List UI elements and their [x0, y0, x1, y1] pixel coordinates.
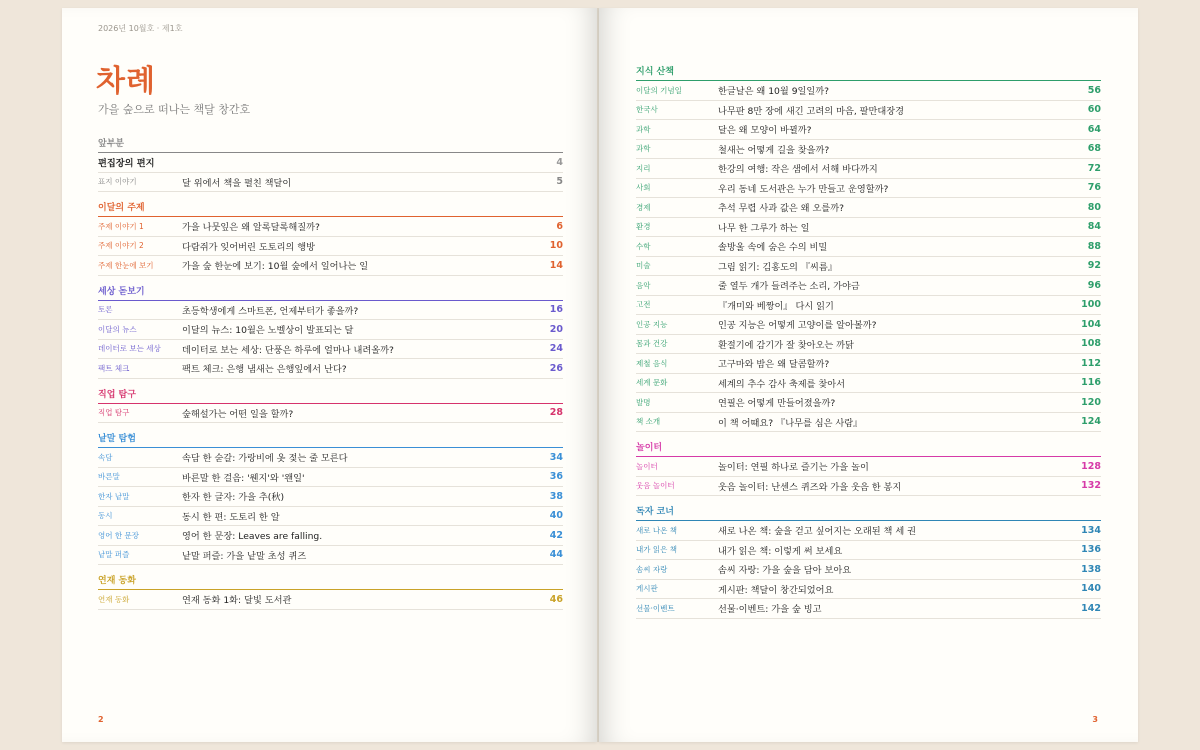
toc-entry[interactable] [636, 296, 1101, 316]
toc-entry-page: 46 [549, 593, 563, 605]
toc-entry-page: 124 [1081, 416, 1101, 428]
toc-entry-page: 76 [1087, 182, 1101, 194]
toc-entry-category: 사회 [636, 183, 651, 193]
toc-entry[interactable] [636, 257, 1101, 277]
toc-entry-category: 제철 음식 [636, 358, 668, 368]
toc-entry-page: 84 [1087, 221, 1101, 233]
toc-entry-title: 가을 숲 한눈에 보기: 10월 숲에서 일어나는 일 [182, 261, 369, 273]
toc-entry-category: 책 소개 [636, 417, 661, 427]
toc-entry[interactable] [98, 546, 563, 566]
toc-entry[interactable] [636, 101, 1101, 121]
toc-entry-page: 10 [549, 240, 563, 252]
toc-entry-category: 웃음 놀이터 [636, 481, 675, 491]
toc-entry-category: 직업 탐구 [98, 408, 130, 418]
toc-entry[interactable] [636, 521, 1101, 541]
toc-entry-category: 발명 [636, 397, 651, 407]
toc-entry[interactable] [636, 315, 1101, 335]
toc-entry-page: 142 [1081, 602, 1101, 614]
toc-entry-category: 세계 문화 [636, 378, 668, 388]
toc-entry-title: 숲해설가는 어떤 일을 할까? [182, 408, 294, 420]
toc-entry-title: 연필은 어떻게 만들어졌을까? [718, 398, 836, 410]
toc-entry-title: 환절기에 감기가 잘 찾아오는 까닭 [718, 339, 854, 351]
toc-entry-title: 웃음 놀이터: 난센스 퀴즈와 가을 웃음 한 봉지 [718, 481, 902, 493]
toc-entry[interactable] [636, 393, 1101, 413]
toc-entry-page: 80 [1087, 201, 1101, 213]
toc-entry-category: 게시판 [636, 584, 658, 594]
toc-entry[interactable] [636, 457, 1101, 477]
toc-entry-page: 6 [556, 220, 563, 232]
toc-entry-title: 동시 한 편: 도토리 한 알 [182, 511, 280, 523]
toc-entry-page: 20 [549, 323, 563, 335]
toc-entry-title: 데이터로 보는 세상: 단풍은 하루에 얼마나 내려올까? [182, 344, 394, 356]
toc-entry-title: 속담 한 숟갈: 가랑비에 옷 젖는 줄 모른다 [182, 453, 348, 465]
toc-entry[interactable] [636, 179, 1101, 199]
toc-entry-category: 바른말 [98, 472, 120, 482]
toc-entry-page: 44 [549, 549, 563, 561]
toc-entry-page: 104 [1081, 318, 1101, 330]
toc-entry-page: 64 [1087, 123, 1101, 135]
toc-entry[interactable] [98, 153, 563, 173]
toc-entry-page: 120 [1081, 396, 1101, 408]
toc-entry-category: 경제 [636, 202, 651, 212]
toc-entry-title: 달 위에서 책을 펼친 책달이 [182, 177, 292, 189]
toc-entry[interactable] [98, 340, 563, 360]
toc-entry-title: 『개미와 베짱이』 다시 읽기 [718, 300, 834, 312]
toc-entry-page: 38 [549, 490, 563, 502]
toc-entry-title: 초등학생에게 스마트폰, 언제부터가 좋을까? [182, 305, 359, 317]
toc-entry-page: 28 [549, 407, 563, 419]
toc-entry[interactable] [636, 335, 1101, 355]
toc-entry-category: 놀이터 [636, 461, 658, 471]
section-heading: 낱말 탐험 [98, 423, 563, 448]
toc-entry-page: 40 [549, 510, 563, 522]
toc-entry-category: 내가 읽은 책 [636, 545, 677, 555]
toc-entry[interactable] [636, 374, 1101, 394]
left-page [62, 8, 597, 742]
toc-entry-page: 36 [549, 471, 563, 483]
toc-entry-title: 그림 읽기: 김홍도의 『씨름』 [718, 261, 837, 273]
toc-entry-page: 96 [1087, 279, 1101, 291]
toc-entry-category: 영어 한 문장 [98, 530, 139, 540]
toc-entry[interactable] [636, 276, 1101, 296]
toc-entry[interactable] [98, 404, 563, 424]
toc-left [98, 128, 563, 610]
toc-entry-title: 달은 왜 모양이 바뀔까? [718, 125, 812, 137]
toc-entry-category: 낱말 퍼즐 [98, 550, 130, 560]
page-subtitle: 가을 숲으로 떠나는 책달 창간호 [98, 103, 251, 116]
toc-entry-title: 낱말 퍼즐: 가을 낱말 초성 퀴즈 [182, 550, 307, 562]
toc-entry-page: 56 [1087, 84, 1101, 96]
toc-entry-category: 주제 이야기 2 [98, 241, 144, 251]
toc-entry[interactable] [636, 580, 1101, 600]
toc-entry-page: 24 [549, 343, 563, 355]
toc-entry-title: 다람쥐가 잊어버린 도토리의 행방 [182, 241, 316, 253]
toc-entry-title: 이달의 뉴스: 10월은 노벨상이 발표되는 달 [182, 325, 354, 337]
toc-entry-category: 고전 [636, 300, 651, 310]
toc-entry-page: 108 [1081, 338, 1101, 350]
toc-entry-page: 5 [556, 176, 563, 188]
toc-entry-title: 솜씨 자랑: 가을 숲을 담아 보아요 [718, 565, 852, 577]
toc-entry-category: 지리 [636, 163, 651, 173]
toc-entry-category: 한국사 [636, 105, 658, 115]
toc-entry-page: 26 [549, 362, 563, 374]
toc-entry[interactable] [98, 526, 563, 546]
toc-entry-page: 42 [549, 529, 563, 541]
toc-entry-category: 과학 [636, 124, 651, 134]
toc-entry-title: 인공 지능은 어떻게 고양이를 알아볼까? [718, 320, 877, 332]
toc-entry-title: 팩트 체크: 은행 냄새는 은행잎에서 난다? [182, 364, 347, 376]
toc-entry[interactable] [98, 217, 563, 237]
toc-right [636, 56, 1101, 619]
toc-entry-title: 새로 나온 책: 숲을 걷고 싶어지는 오래된 책 세 권 [718, 526, 917, 538]
issue-label: 2026년 10월호 · 제1호 [98, 24, 183, 33]
toc-entry-page: 4 [556, 156, 563, 168]
section-heading: 세상 돋보기 [98, 276, 563, 301]
toc-entry-title: 한글날은 왜 10월 9일일까? [718, 86, 830, 98]
toc-entry[interactable] [636, 599, 1101, 619]
toc-entry-category: 이달의 뉴스 [98, 324, 137, 334]
toc-entry-page: 116 [1081, 377, 1101, 389]
toc-entry[interactable] [636, 140, 1101, 160]
toc-entry-title: 게시판: 책달이 창간되었어요 [718, 584, 834, 596]
toc-entry-category: 새로 나온 책 [636, 525, 677, 535]
toc-entry[interactable] [98, 507, 563, 527]
toc-entry-category: 속담 [98, 452, 113, 462]
toc-entry-title: 세계의 추수 감사 축제를 찾아서 [718, 378, 846, 390]
toc-entry-page: 14 [549, 259, 563, 271]
toc-entry-category: 음악 [636, 280, 651, 290]
toc-entry-title: 영어 한 문장: Leaves are falling. [182, 531, 323, 543]
toc-entry-title: 추석 무렵 사과 값은 왜 오를까? [718, 203, 844, 215]
toc-entry-title: 나무 한 그루가 하는 일 [718, 222, 810, 234]
toc-entry[interactable] [636, 198, 1101, 218]
toc-entry[interactable] [636, 541, 1101, 561]
toc-entry-title: 이 책 어때요? 『나무를 심은 사람』 [718, 417, 863, 429]
toc-entry[interactable] [636, 218, 1101, 238]
section-heading: 놀이터 [636, 432, 1101, 457]
toc-entry-page: 72 [1087, 162, 1101, 174]
toc-entry-category: 인공 지능 [636, 319, 668, 329]
section-heading: 앞부분 [98, 128, 563, 153]
toc-entry-category: 선물·이벤트 [636, 603, 675, 613]
toc-entry-category: 몸과 건강 [636, 339, 668, 349]
toc-entry-title: 바른말 한 걸음: '웬지'와 '왠일' [182, 472, 305, 484]
toc-entry[interactable] [636, 237, 1101, 257]
toc-entry-category: 수학 [636, 241, 651, 251]
toc-entry-title: 편집장의 편지 [98, 158, 155, 170]
toc-entry-page: 136 [1081, 544, 1101, 556]
toc-entry-page: 132 [1081, 480, 1101, 492]
toc-entry-page: 140 [1081, 583, 1101, 595]
toc-entry[interactable] [98, 590, 563, 610]
toc-entry[interactable] [98, 320, 563, 340]
toc-entry-category: 연재 동화 [98, 594, 130, 604]
toc-entry-category: 환경 [636, 222, 651, 232]
toc-entry-page: 92 [1087, 260, 1101, 272]
toc-entry-page: 128 [1081, 460, 1101, 472]
toc-entry-category: 주제 이야기 1 [98, 221, 144, 231]
toc-entry[interactable] [636, 560, 1101, 580]
section-heading: 독자 코너 [636, 496, 1101, 521]
toc-entry[interactable] [636, 354, 1101, 374]
toc-entry-title: 고구마와 밤은 왜 달콤할까? [718, 359, 830, 371]
toc-entry[interactable] [636, 477, 1101, 497]
toc-entry-title: 줄 열두 개가 들려주는 소리, 가야금 [718, 281, 860, 293]
toc-entry-category: 팩트 체크 [98, 363, 130, 373]
toc-entry-title: 나무판 8만 장에 새긴 고려의 마음, 팔만대장경 [718, 105, 905, 117]
toc-entry-page: 16 [549, 304, 563, 316]
toc-entry-title: 선물·이벤트: 가을 숲 빙고 [718, 604, 822, 616]
toc-entry-title: 한강의 여행: 작은 샘에서 서해 바다까지 [718, 164, 878, 176]
toc-entry[interactable] [636, 120, 1101, 140]
toc-entry[interactable] [98, 359, 563, 379]
toc-entry-page: 138 [1081, 563, 1101, 575]
toc-entry-page: 112 [1081, 357, 1101, 369]
toc-entry-category: 토론 [98, 305, 113, 315]
page-number-right: 3 [1092, 715, 1098, 724]
toc-entry-title: 한자 한 글자: 가을 추(秋) [182, 492, 285, 504]
right-page [599, 8, 1138, 742]
toc-entry-page: 88 [1087, 240, 1101, 252]
section-heading: 지식 산책 [636, 56, 1101, 81]
toc-entry[interactable] [98, 256, 563, 276]
toc-entry[interactable] [98, 448, 563, 468]
toc-entry-category: 동시 [98, 511, 113, 521]
toc-entry[interactable] [636, 159, 1101, 179]
toc-entry-title: 철새는 어떻게 길을 찾을까? [718, 144, 830, 156]
toc-entry-category: 한자 낱말 [98, 491, 130, 501]
toc-entry[interactable] [98, 301, 563, 321]
toc-entry-category: 미술 [636, 261, 651, 271]
toc-entry[interactable] [98, 237, 563, 257]
toc-entry-title: 솔방울 속에 숨은 수의 비밀 [718, 242, 828, 254]
toc-entry-title: 놀이터: 연필 하나로 즐기는 가을 놀이 [718, 462, 869, 474]
toc-entry-page: 134 [1081, 524, 1101, 536]
section-heading: 직업 탐구 [98, 379, 563, 404]
toc-entry-title: 내가 읽은 책: 이렇게 써 보세요 [718, 545, 843, 557]
toc-entry-page: 60 [1087, 104, 1101, 116]
section-heading: 연재 동화 [98, 565, 563, 590]
toc-entry[interactable] [636, 413, 1101, 433]
toc-entry-category: 표지 이야기 [98, 177, 137, 187]
toc-entry[interactable] [636, 81, 1101, 101]
page-number-left: 2 [98, 715, 104, 724]
toc-entry-page: 68 [1087, 143, 1101, 155]
toc-entry-category: 데이터로 보는 세상 [98, 344, 161, 354]
toc-entry-page: 34 [549, 451, 563, 463]
toc-entry-category: 과학 [636, 144, 651, 154]
toc-entry-page: 100 [1081, 299, 1101, 311]
toc-entry[interactable] [98, 173, 563, 193]
toc-entry-category: 솜씨 자랑 [636, 564, 668, 574]
toc-entry-title: 우리 동네 도서관은 누가 만들고 운영할까? [718, 183, 889, 195]
toc-entry-category: 주제 한눈에 보기 [98, 260, 154, 270]
toc-entry[interactable] [98, 487, 563, 507]
toc-entry[interactable] [98, 468, 563, 488]
page-title: 차례 [96, 64, 156, 99]
toc-entry-title: 가을 나뭇잎은 왜 알록달록해질까? [182, 222, 320, 234]
toc-entry-category: 이달의 기념일 [636, 85, 682, 95]
toc-entry-title: 연재 동화 1화: 달빛 도서관 [182, 595, 292, 607]
section-heading: 이달의 주제 [98, 192, 563, 217]
